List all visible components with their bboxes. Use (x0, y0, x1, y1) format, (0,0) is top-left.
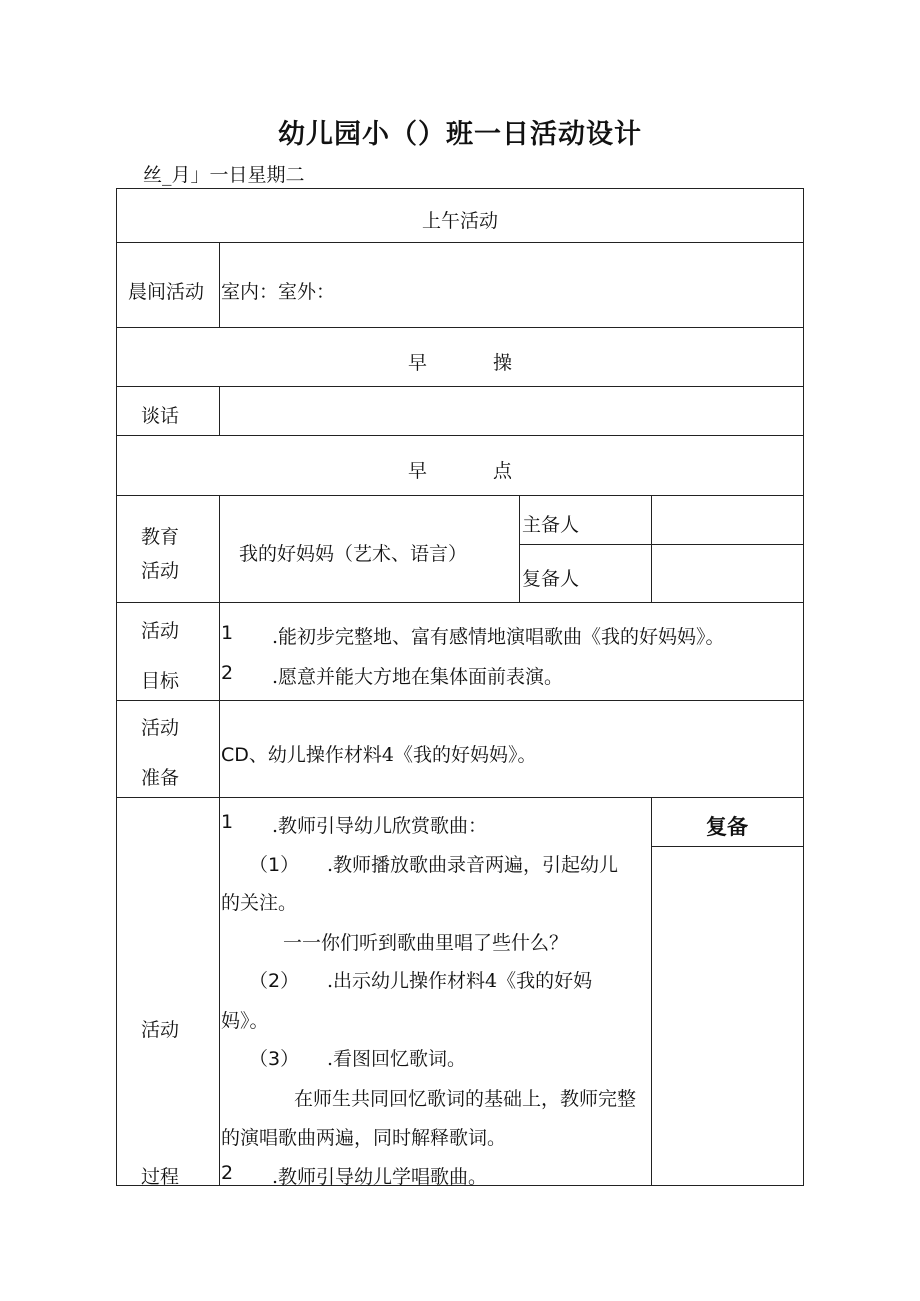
process-3a-number: （3） (249, 1048, 300, 1070)
process-1a-text: .教师播放歌曲录音两遍，引起幼儿 (327, 854, 619, 876)
process-label-line2: 过程 (141, 1166, 180, 1188)
goal-1-text: .能初步完整地、富有感情地演唱歌曲《我的好妈妈》。 (272, 626, 725, 648)
process-2a-text: .出示幼儿操作材料4《我的好妈 (327, 970, 593, 992)
snack-label-a: 早 (408, 460, 428, 482)
early-activity-label: 晨间活动 (128, 281, 205, 303)
process-1-text: .教师引导幼儿欣赏歌曲： (272, 815, 488, 837)
process-3a-text: .看图回忆歌词。 (327, 1048, 467, 1070)
date-line: 丝_月」一日星期二 (143, 164, 305, 186)
process-label-line1: 活动 (141, 1019, 180, 1041)
morning-header: 上午活动 (421, 210, 498, 232)
edu-activity-title: 我的好妈妈（艺术、语言） (239, 543, 468, 565)
prep-text-rest: 、幼儿操作材料4《我的好妈妈》。 (248, 744, 537, 766)
prep-text (221, 740, 537, 767)
goal-1-number: 1 (221, 622, 234, 644)
process-2a-continued: 妈》。 (221, 1010, 269, 1032)
edu-label-line1: 教育 (141, 526, 180, 548)
goal-label-line1: 活动 (141, 620, 180, 642)
prep-text-cd: CD (221, 744, 249, 766)
snack-label-b: 点 (493, 460, 513, 482)
process-paragraph-line1: 在师生共同回忆歌词的基础上，教师完整 (294, 1088, 637, 1110)
goal-2-text: .愿意并能大方地在集体面前表演。 (272, 666, 564, 688)
goal-label-line2: 目标 (141, 670, 180, 692)
goal-2-number: 2 (221, 662, 234, 684)
page-title: 幼儿园小（）班一日活动设计 (278, 119, 642, 150)
prep-label-line2: 准备 (141, 767, 180, 789)
process-1a-number: （1） (249, 854, 300, 876)
review-header: 复备 (706, 815, 748, 839)
process-paragraph-line2: 的演唱歌曲两遍，同时解释歌词。 (221, 1127, 507, 1149)
process-2a-number: （2） (249, 970, 300, 992)
process-2-number: 2 (221, 1162, 234, 1184)
edu-label-line2: 活动 (141, 560, 180, 582)
exercise-label-b: 操 (493, 352, 513, 374)
exercise-label-a: 早 (408, 352, 428, 374)
early-activity-content: 室内：室外： (221, 281, 336, 303)
process-1a-continued: 的关注。 (221, 892, 298, 914)
main-preparer-label: 主备人 (522, 514, 580, 536)
talk-label: 谈话 (141, 405, 180, 427)
process-question: 一一你们听到歌曲里唱了些什么？ (283, 932, 569, 954)
sub-preparer-label: 复备人 (522, 568, 580, 590)
process-2-text: .教师引导幼儿学唱歌曲。 (272, 1166, 488, 1188)
process-1-number: 1 (221, 811, 234, 833)
prep-label-line1: 活动 (141, 717, 180, 739)
